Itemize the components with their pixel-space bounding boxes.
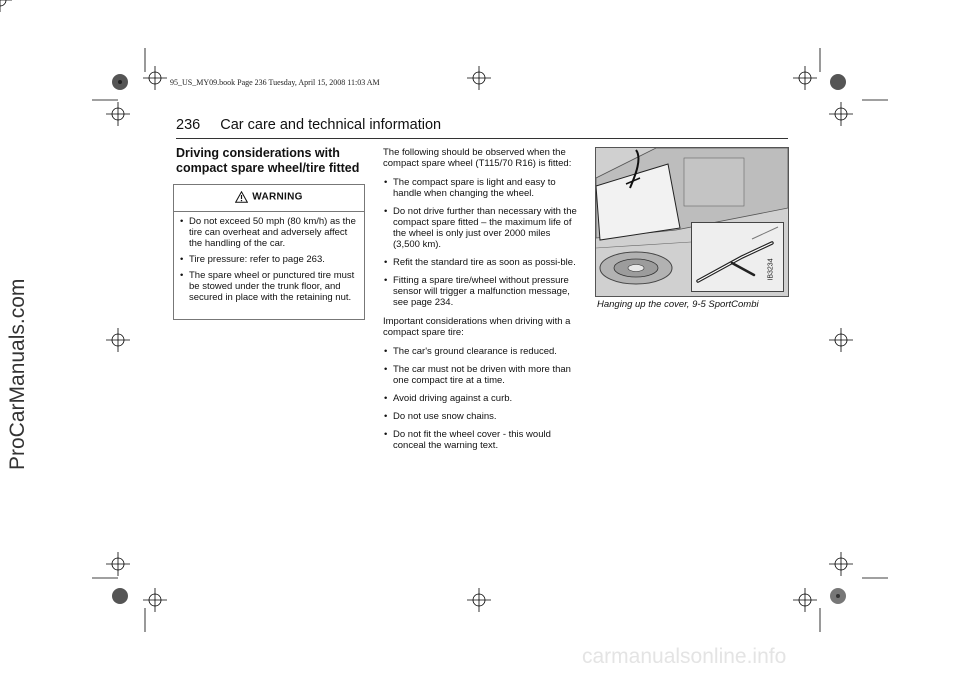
trunk-illustration — [595, 147, 789, 297]
list-item: • Do not fit the wheel cover - this would conceal the warning text. — [383, 429, 578, 451]
header-rule — [176, 138, 788, 139]
detail-inset — [691, 222, 784, 292]
list-item: • Do not use snow chains. — [383, 411, 578, 422]
list-item: • The car's ground clearance is reduced. — [383, 346, 578, 357]
figure-code: IB3234 — [767, 258, 775, 281]
list-item: • Do not exceed 50 mph (80 km/h) as the tire can overheat and adversely affect the handling of the car. — [180, 216, 358, 249]
warning-list — [180, 216, 358, 308]
section-title: Car care and technical information — [220, 117, 442, 133]
intro-paragraph: The following should be observed when the compact spare wheel (T115/70 R16) is fitted: — [383, 147, 572, 169]
warning-heading: WARNING — [252, 191, 303, 203]
list-item: • The spare wheel or punctured tire must be stowed under the trunk floor, and secured in place with the retaining nut. — [180, 270, 358, 303]
list-item: • Tire pressure: refer to page 263. — [180, 254, 358, 265]
list-item: • The compact spare is light and easy to handle when changing the wheel. — [383, 177, 578, 199]
print-slug: 95_US_MY09.book Page 236 Tuesday, April 15, 2008 11:03 AM — [170, 78, 380, 87]
section-heading: Driving considerations with compact spare wheel/tire fitted — [176, 146, 360, 175]
warning-divider — [174, 211, 364, 212]
page-number: 236 — [176, 117, 201, 133]
figure-caption: Hanging up the cover, 9-5 SportCombi — [597, 299, 759, 310]
intro-paragraph-2: Important considerations when driving with a compact spare tire: — [383, 316, 571, 338]
list-item: • The car must not be driven with more than one compact tire at a time. — [383, 364, 578, 386]
list-item: • Refit the standard tire as soon as possi-ble. — [383, 257, 578, 268]
list-item: • Avoid driving against a curb. — [383, 393, 578, 404]
warning-box — [173, 184, 365, 320]
hook-detail-drawing — [692, 223, 783, 291]
considerations-list — [383, 177, 578, 308]
page-header — [176, 117, 441, 133]
warning-triangle-icon — [235, 191, 248, 203]
driving-list — [383, 346, 578, 451]
list-item: • Fitting a spare tire/wheel without pressure sensor will trigger a malfunction message, see page 234. — [383, 275, 578, 308]
body-column — [383, 147, 578, 459]
sidebar-watermark: ProCarManuals.com — [6, 278, 29, 470]
footer-watermark: carmanualsonline.info — [582, 645, 787, 668]
list-item: • Do not drive further than necessary with the compact spare fitted – the maximum life of the wheel is only just over 2000 miles (3,500 km). — [383, 206, 578, 250]
warning-header — [174, 191, 364, 207]
